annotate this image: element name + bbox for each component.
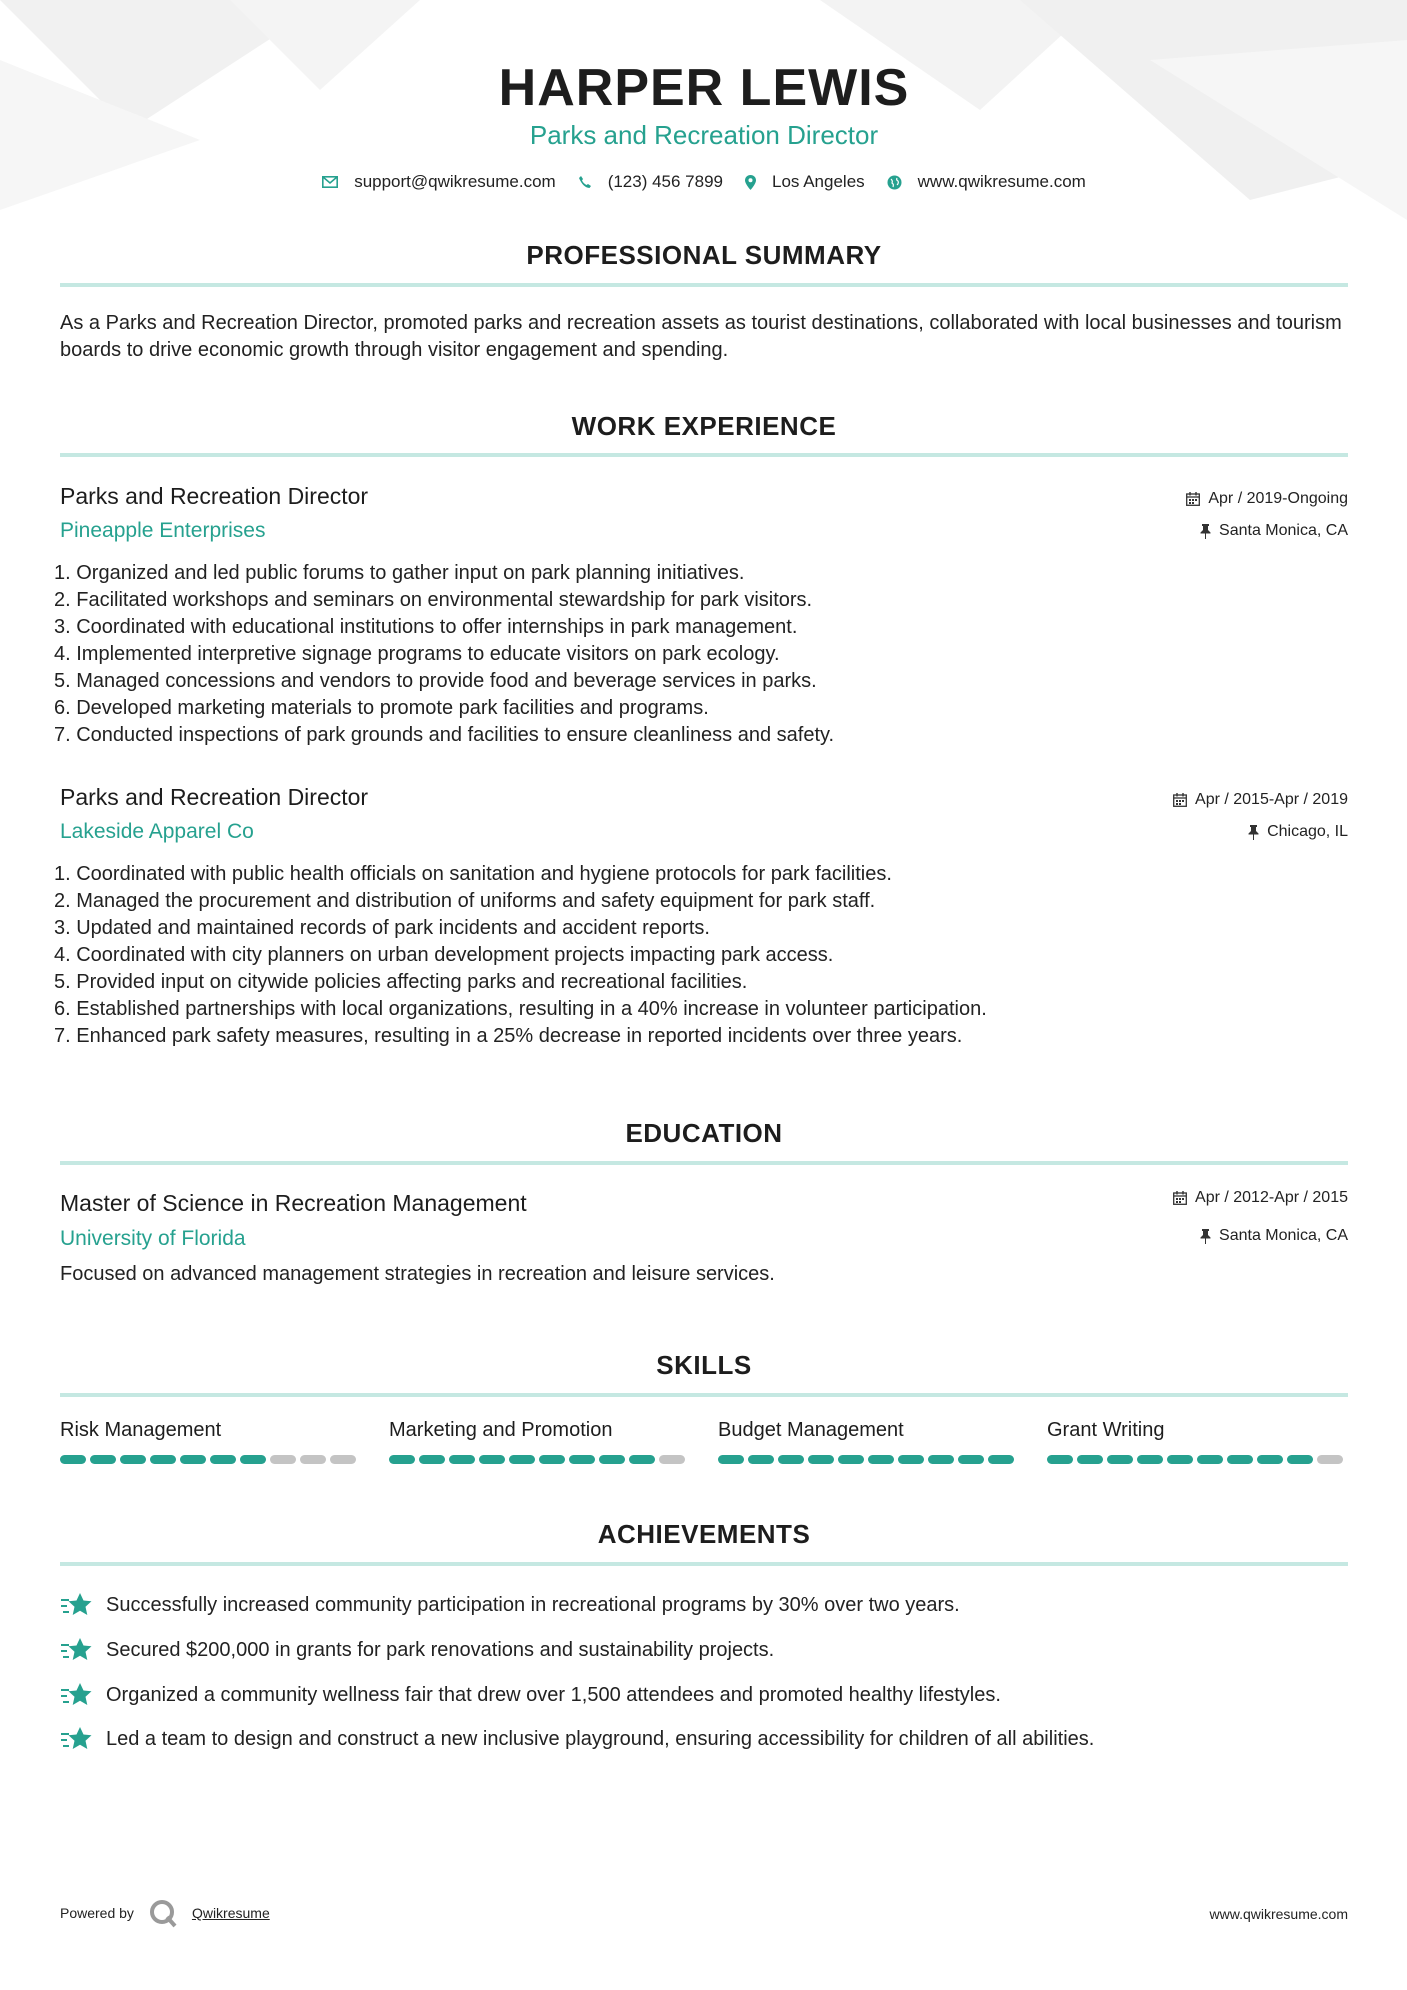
job-dates-text: Apr / 2015-Apr / 2019 <box>1195 791 1348 808</box>
star-icon <box>60 1590 94 1620</box>
skill-segment-filled <box>1287 1455 1313 1464</box>
job-title: Parks and Recreation Director <box>60 483 369 509</box>
star-icon <box>60 1635 94 1665</box>
skill-segment-filled <box>1197 1455 1223 1464</box>
bullet-item: 1. Organized and led public forums to gather input on park planning initiatives. <box>54 562 745 584</box>
skill-segment-filled <box>150 1455 176 1464</box>
achievement-item <box>60 1680 1001 1710</box>
school-name: University of Florida <box>60 1227 246 1250</box>
skill-segment-filled <box>120 1455 146 1464</box>
skill-segment-filled <box>898 1455 924 1464</box>
job-location-text: Chicago, IL <box>1267 823 1348 840</box>
bullet-item: 3. Coordinated with educational institutions to offer internships in park management. <box>54 616 798 638</box>
website-text: www.qwikresume.com <box>917 172 1086 191</box>
skill-rating-bar <box>389 1455 688 1464</box>
skill-item <box>1047 1419 1346 1464</box>
bullet-item: 2. Facilitated workshops and seminars on environmental stewardship for park visitors. <box>54 589 813 611</box>
skill-segment-empty <box>1317 1455 1343 1464</box>
skill-rating-bar <box>718 1455 1017 1464</box>
skill-segment-filled <box>389 1455 415 1464</box>
achievement-text: Led a team to design and construct a new inclusive playground, ensuring accessibility for children of all abilities. <box>106 1727 1095 1750</box>
achievement-text: Secured $200,000 in grants for park renovations and sustainability projects. <box>106 1638 775 1661</box>
bullet-item: 2. Managed the procurement and distribution of uniforms and safety equipment for park staff. <box>54 890 876 912</box>
skill-segment-filled <box>958 1455 984 1464</box>
skill-segment-filled <box>419 1455 445 1464</box>
skill-segment-filled <box>449 1455 475 1464</box>
bullet-item: 4. Coordinated with city planners on urban development projects impacting park access. <box>54 944 834 966</box>
skill-segment-filled <box>778 1455 804 1464</box>
envelope-icon <box>322 176 338 188</box>
contact-location <box>745 172 865 192</box>
skill-segment-filled <box>509 1455 535 1464</box>
contact-bar <box>60 172 1348 192</box>
skill-item <box>60 1419 359 1464</box>
footer-website[interactable]: www.qwikresume.com <box>1209 1906 1348 1922</box>
education-dates <box>1173 1189 1348 1207</box>
bullet-item: 5. Provided input on citywide policies affecting parks and recreational facilities. <box>54 971 748 993</box>
bullet-item: 7. Conducted inspections of park grounds and facilities to ensure cleanliness and safety. <box>54 724 835 746</box>
skill-segment-filled <box>90 1455 116 1464</box>
calendar-icon <box>1186 492 1200 506</box>
job-dates <box>1186 490 1348 508</box>
calendar-icon <box>1173 1191 1187 1205</box>
experience-heading: WORK EXPERIENCE <box>571 411 837 441</box>
skill-segment-empty <box>270 1455 296 1464</box>
bullet-item: 7. Enhanced park safety measures, resulting in a 25% decrease in reported incidents over three years. <box>54 1025 963 1047</box>
section-divider <box>60 453 1348 457</box>
achievement-text: Successfully increased community participation in recreational programs by 30% over two years. <box>106 1593 960 1616</box>
bullet-item: 3. Updated and maintained records of park incidents and accident reports. <box>54 917 710 939</box>
skill-segment-filled <box>1047 1455 1073 1464</box>
job-location <box>1200 522 1348 540</box>
skill-rating-bar <box>1047 1455 1346 1464</box>
skill-item <box>718 1419 1017 1464</box>
bullet-item: 6. Developed marketing materials to promote park facilities and programs. <box>54 697 709 719</box>
phone-icon <box>578 175 592 189</box>
contact-website[interactable] <box>887 172 1086 192</box>
skill-segment-filled <box>1257 1455 1283 1464</box>
achievement-text: Organized a community wellness fair that drew over 1,500 attendees and promoted healthy lifestyles. <box>106 1683 1001 1706</box>
job-dates <box>1173 791 1348 809</box>
candidate-name: HARPER LEWIS <box>498 59 910 117</box>
star-icon <box>60 1724 94 1754</box>
job-location-text: Santa Monica, CA <box>1219 522 1348 539</box>
footer-powered-by <box>60 1898 270 1928</box>
skill-name: Risk Management <box>60 1419 222 1441</box>
skill-name: Marketing and Promotion <box>389 1419 613 1441</box>
brand-link[interactable]: Qwikresume <box>191 1905 270 1921</box>
contact-phone[interactable] <box>578 172 723 192</box>
location-text: Los Angeles <box>772 172 865 191</box>
skill-segment-filled <box>1077 1455 1103 1464</box>
calendar-icon <box>1173 793 1187 807</box>
achievement-item <box>60 1590 960 1620</box>
skill-segment-filled <box>1107 1455 1133 1464</box>
education-location-text: Santa Monica, CA <box>1219 1227 1348 1244</box>
globe-icon <box>887 175 902 190</box>
job-dates-text: Apr / 2019-Ongoing <box>1208 490 1348 507</box>
phone-text: (123) 456 7899 <box>607 172 724 191</box>
skills-list <box>60 1419 1348 1464</box>
skill-segment-filled <box>599 1455 625 1464</box>
skill-segment-filled <box>479 1455 505 1464</box>
achievements-heading: ACHIEVEMENTS <box>597 1519 811 1549</box>
skill-item <box>389 1419 688 1464</box>
company-name: Pineapple Enterprises <box>60 519 266 542</box>
contact-email[interactable] <box>322 172 556 192</box>
pushpin-icon <box>1200 1229 1211 1244</box>
map-pin-icon <box>745 175 756 190</box>
pushpin-icon <box>1248 825 1259 840</box>
skill-segment-filled <box>539 1455 565 1464</box>
summary-heading: PROFESSIONAL SUMMARY <box>526 240 882 270</box>
skills-heading: SKILLS <box>656 1350 752 1380</box>
skill-segment-filled <box>748 1455 774 1464</box>
skill-name: Grant Writing <box>1047 1419 1165 1441</box>
powered-by-label: Powered by <box>60 1905 134 1921</box>
degree-title: Master of Science in Recreation Management <box>60 1190 527 1216</box>
section-divider <box>60 283 1348 287</box>
education-heading: EDUCATION <box>625 1118 783 1148</box>
section-divider <box>60 1393 1348 1397</box>
skill-segment-filled <box>210 1455 236 1464</box>
candidate-role: Parks and Recreation Director <box>529 120 879 150</box>
skill-rating-bar <box>60 1455 359 1464</box>
skill-segment-filled <box>1137 1455 1163 1464</box>
email-text: support@qwikresume.com <box>354 172 556 191</box>
skill-segment-filled <box>1167 1455 1193 1464</box>
skill-segment-filled <box>180 1455 206 1464</box>
education-location <box>1200 1227 1348 1245</box>
job-location <box>1248 823 1348 841</box>
job-bullets <box>54 560 834 749</box>
skill-segment-empty <box>330 1455 356 1464</box>
skill-segment-filled <box>928 1455 954 1464</box>
bullet-item: 4. Implemented interpretive signage programs to educate visitors on park ecology. <box>54 643 780 665</box>
skill-segment-filled <box>240 1455 266 1464</box>
skill-segment-filled <box>718 1455 744 1464</box>
skill-segment-filled <box>629 1455 655 1464</box>
education-dates-text: Apr / 2012-Apr / 2015 <box>1195 1189 1348 1206</box>
summary-text: As a Parks and Recreation Director, promoted parks and recreation assets as tourist destinations, collaborated with local businesses and tourism boards to drive economic growth through visitor engagement and spending. <box>60 312 1342 361</box>
job-title: Parks and Recreation Director <box>60 784 369 810</box>
skill-segment-filled <box>1227 1455 1253 1464</box>
education-description: Focused on advanced management strategies in recreation and leisure services. <box>60 1263 775 1285</box>
skill-segment-filled <box>838 1455 864 1464</box>
pushpin-icon <box>1200 524 1211 539</box>
skill-segment-filled <box>569 1455 595 1464</box>
skill-segment-empty <box>300 1455 326 1464</box>
bullet-item: 1. Coordinated with public health officials on sanitation and hygiene protocols for park facilities. <box>54 863 892 885</box>
section-divider <box>60 1562 1348 1566</box>
achievement-item <box>60 1724 1094 1754</box>
skill-segment-filled <box>60 1455 86 1464</box>
section-divider <box>60 1161 1348 1165</box>
company-name: Lakeside Apparel Co <box>60 820 254 843</box>
skill-segment-filled <box>868 1455 894 1464</box>
bullet-item: 5. Managed concessions and vendors to provide food and beverage services in parks. <box>54 670 817 692</box>
star-icon <box>60 1680 94 1710</box>
qwikresume-logo-icon <box>148 1898 178 1928</box>
skill-segment-filled <box>988 1455 1014 1464</box>
skill-segment-empty <box>659 1455 685 1464</box>
skill-name: Budget Management <box>718 1419 904 1441</box>
achievement-item <box>60 1635 774 1665</box>
bullet-item: 6. Established partnerships with local organizations, resulting in a 40% increase in volunteer participation. <box>54 998 987 1020</box>
job-bullets <box>54 861 987 1050</box>
skill-segment-filled <box>808 1455 834 1464</box>
